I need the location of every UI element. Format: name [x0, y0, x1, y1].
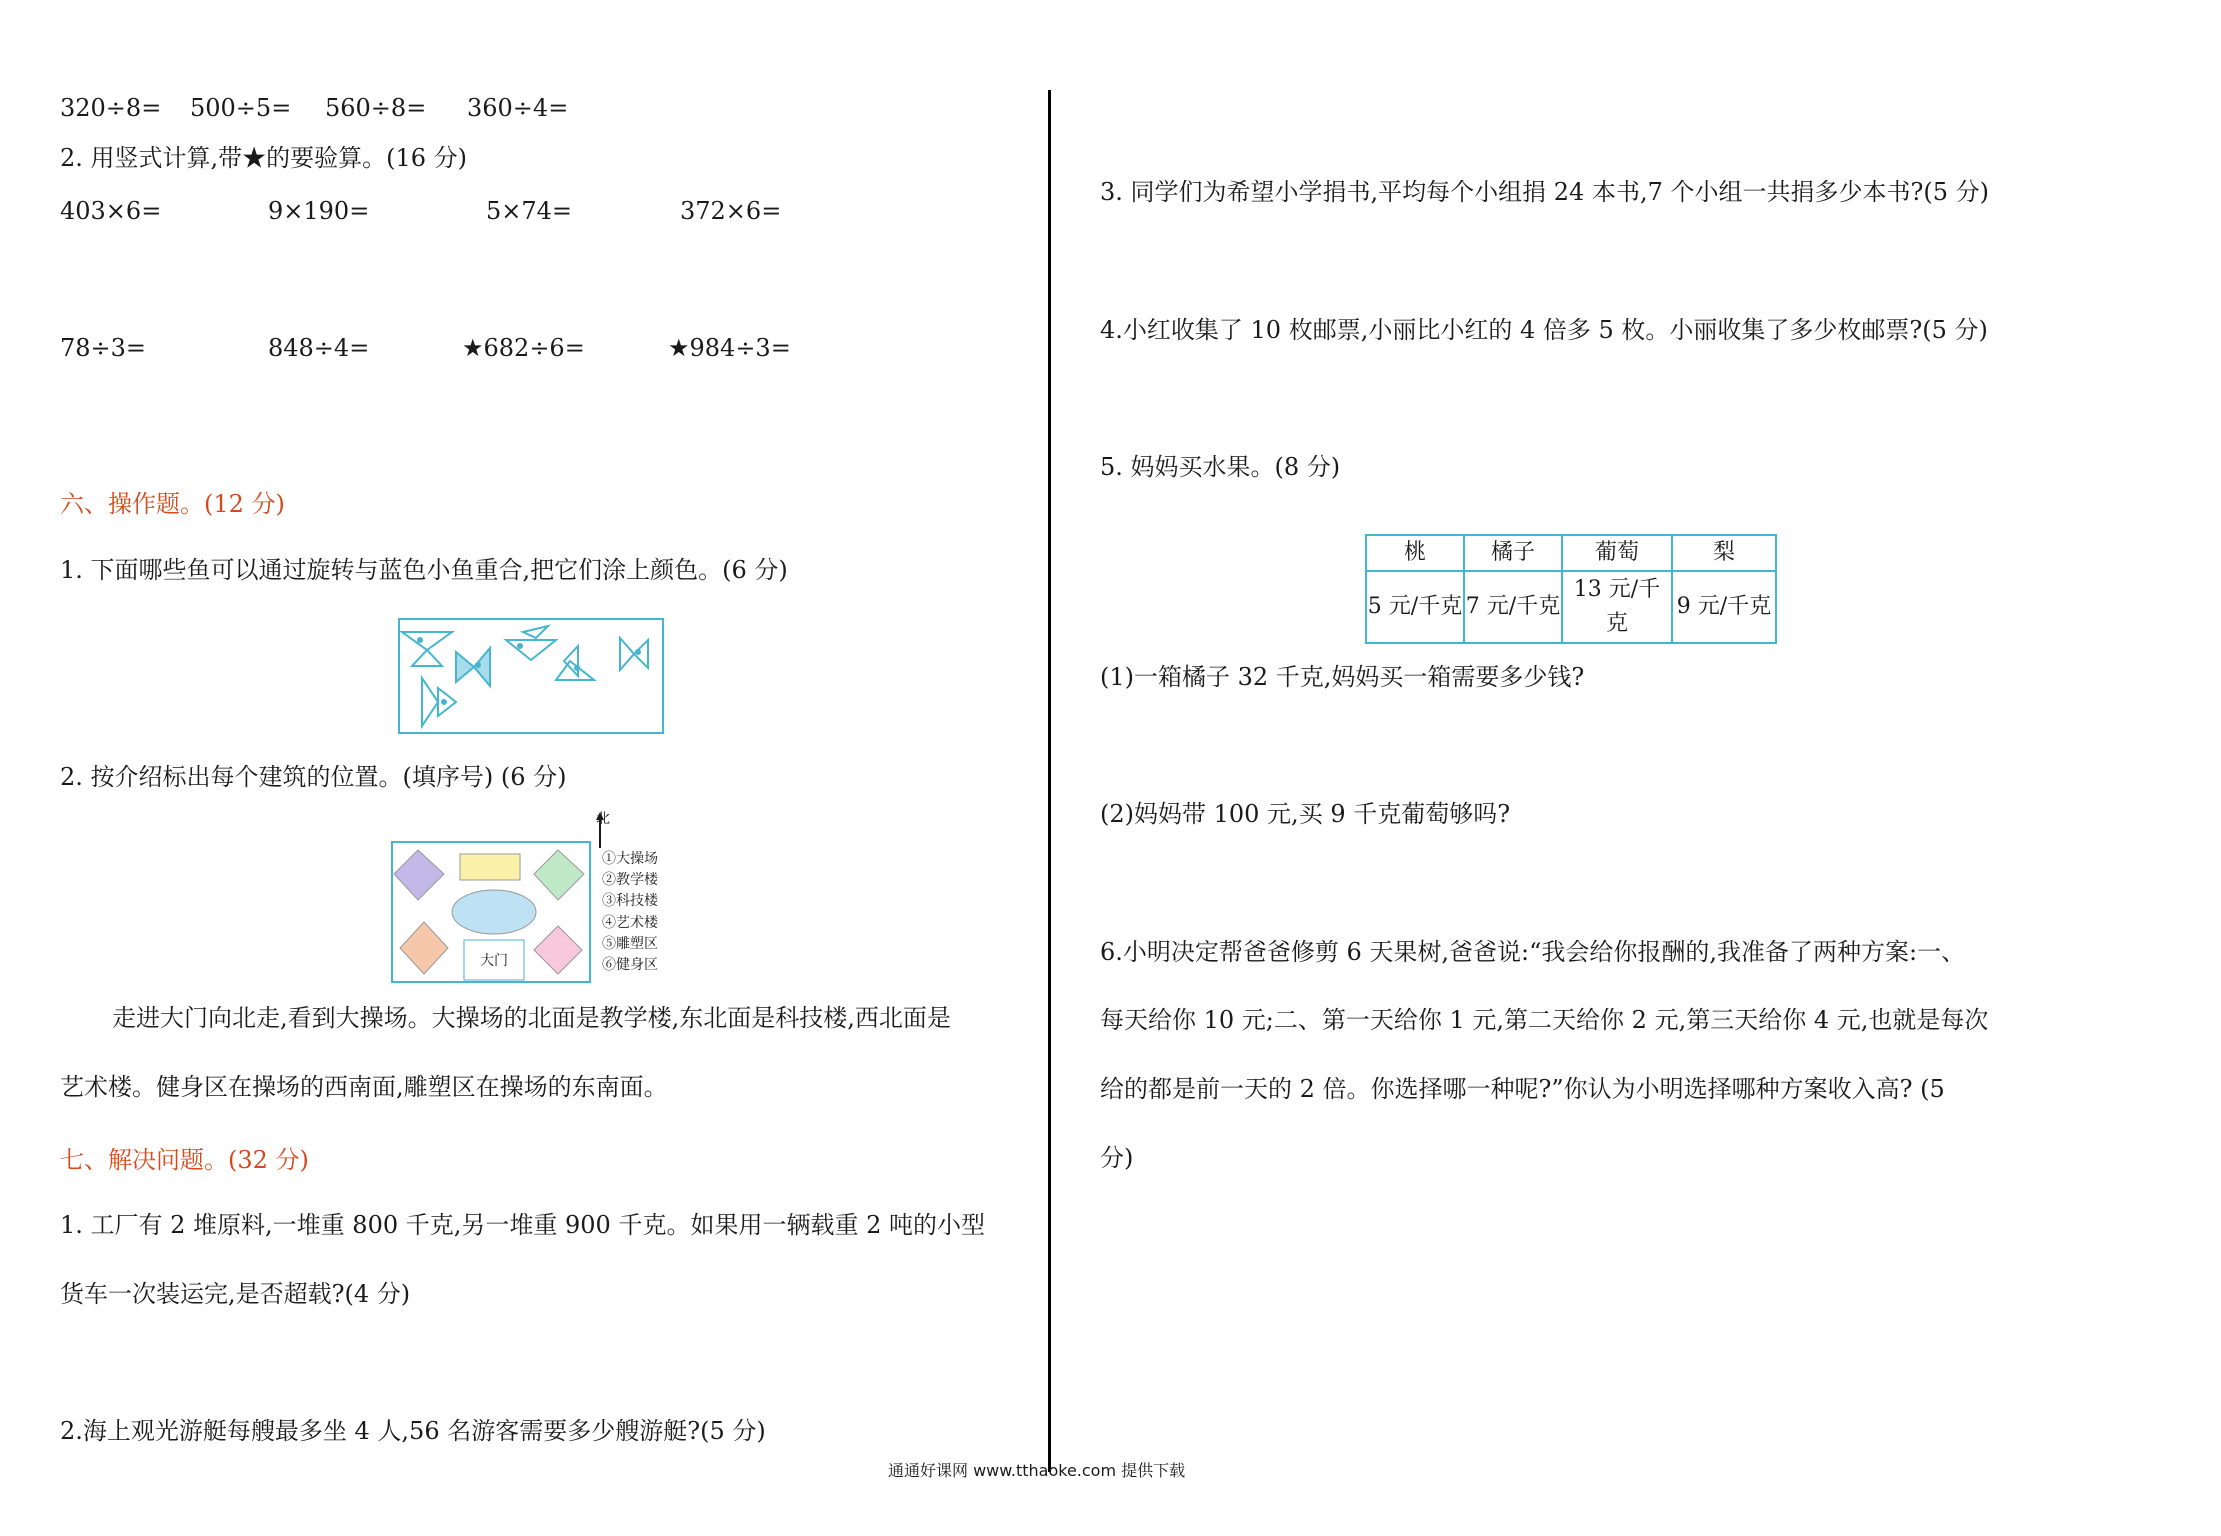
- ellipse-center: [452, 890, 536, 934]
- calc-984-div-3: ★984÷3=: [668, 334, 791, 362]
- fish-4: [556, 646, 594, 680]
- description-line-2: 艺术楼。健身区在操场的西南面,雕塑区在操场的东南面。: [60, 1073, 668, 1101]
- calc-560-div-8: 560÷8=: [325, 94, 427, 122]
- map-legend-4: ④艺术楼: [602, 915, 658, 931]
- description-line-1: 走进大门向北走,看到大操场。大操场的北面是教学楼,东北面是科技楼,西北面是: [112, 1004, 951, 1032]
- footer-source: 通通好课网 www.tthaoke.com 提供下载: [888, 1461, 1186, 1480]
- calc-682-div-6: ★682÷6=: [462, 334, 585, 362]
- question-6-line-3: 给的都是前一天的 2 倍。你选择哪一种呢?”你认为小明选择哪种方案收入高? (5: [1100, 1075, 1945, 1103]
- table-price-peach: 5 元/千克: [1366, 571, 1464, 643]
- table-price-orange: 7 元/千克: [1464, 571, 1562, 643]
- calc-320-div-8: 320÷8=: [60, 94, 162, 122]
- question-6-line-4: 分): [1100, 1144, 1134, 1172]
- table-price-pear: 9 元/千克: [1672, 571, 1776, 643]
- map-north-label: 北: [596, 811, 610, 827]
- fish-6: [422, 678, 456, 726]
- question-5-part-2: (2)妈妈带 100 元,买 9 千克葡萄够吗?: [1100, 800, 1511, 828]
- calc-372-x-6: 372×6=: [680, 197, 782, 225]
- map-legend-6: ⑥健身区: [602, 957, 658, 973]
- table-header-pear: 梨: [1672, 535, 1776, 571]
- calc-500-div-5: 500÷5=: [190, 94, 292, 122]
- q2-title: 2. 用竖式计算,带★的要验算。(16 分): [60, 144, 468, 172]
- table-header-row: [1366, 535, 1776, 571]
- table-price-row: [1366, 571, 1776, 643]
- fish-figure: [398, 618, 664, 734]
- table-header-peach: 桃: [1366, 535, 1464, 571]
- question-6-line-1: 6.小明决定帮爸爸修剪 6 天果树,爸爸说:“我会给你报酬的,我准备了两种方案:一、: [1100, 938, 1966, 966]
- question-6-line-2: 每天给你 10 元;二、第一天给你 1 元,第二天给你 2 元,第三天给你 4 元,也就是每次: [1100, 1006, 1989, 1034]
- calc-360-div-4: 360÷4=: [467, 94, 569, 122]
- question-4: 4.小红收集了 10 枚邮票,小丽比小红的 4 倍多 5 枚。小丽收集了多少枚邮票?(5 分): [1100, 316, 1988, 344]
- map-legend-2: ②教学楼: [602, 872, 658, 888]
- calc-9-x-190: 9×190=: [268, 197, 370, 225]
- table-header-orange: 橘子: [1464, 535, 1562, 571]
- fish-1: [402, 632, 452, 666]
- fish-2: [506, 626, 556, 660]
- calc-848-div-4: 848÷4=: [268, 334, 370, 362]
- section-7-heading: 七、解决问题。(32 分): [60, 1146, 309, 1174]
- calc-403-x-6: 403×6=: [60, 197, 162, 225]
- column-divider: [1048, 90, 1051, 1472]
- sec6-question-2: 2. 按介绍标出每个建筑的位置。(填序号) (6 分): [60, 763, 567, 791]
- map-legend-3: ③科技楼: [602, 893, 658, 909]
- question-3: 3. 同学们为希望小学捐书,平均每个小组捐 24 本书,7 个小组一共捐多少本书?(5 分): [1100, 178, 1989, 206]
- section-6-heading: 六、操作题。(12 分): [60, 490, 285, 518]
- map-legend-5: ⑤雕塑区: [602, 936, 658, 952]
- sec7-question-1-line-1: 1. 工厂有 2 堆原料,一堆重 800 千克,另一堆重 900 千克。如果用一辆载重 2 吨的小型: [60, 1211, 985, 1239]
- fish-3-blue: [456, 648, 490, 686]
- sec7-question-1-line-2: 货车一次装运完,是否超载?(4 分): [60, 1280, 411, 1308]
- sec7-question-2: 2.海上观光游艇每艘最多坐 4 人,56 名游客需要多少艘游艇?(5 分): [60, 1417, 766, 1445]
- table-price-grape: 13 元/千克: [1562, 571, 1672, 643]
- fish-5: [620, 638, 648, 670]
- table-header-grape: 葡萄: [1562, 535, 1672, 571]
- calc-5-x-74: 5×74=: [486, 197, 573, 225]
- rect-north-building: [460, 854, 520, 880]
- calc-78-div-3: 78÷3=: [60, 334, 147, 362]
- question-5-part-1: (1)一箱橘子 32 千克,妈妈买一箱需要多少钱?: [1100, 663, 1585, 691]
- fruit-price-table: [1365, 534, 1777, 644]
- map-gate-label: 大门: [480, 953, 508, 969]
- question-5: 5. 妈妈买水果。(8 分): [1100, 453, 1341, 481]
- map-legend-1: ①大操场: [602, 851, 658, 867]
- sec6-question-1: 1. 下面哪些鱼可以通过旋转与蓝色小鱼重合,把它们涂上颜色。(6 分): [60, 556, 788, 584]
